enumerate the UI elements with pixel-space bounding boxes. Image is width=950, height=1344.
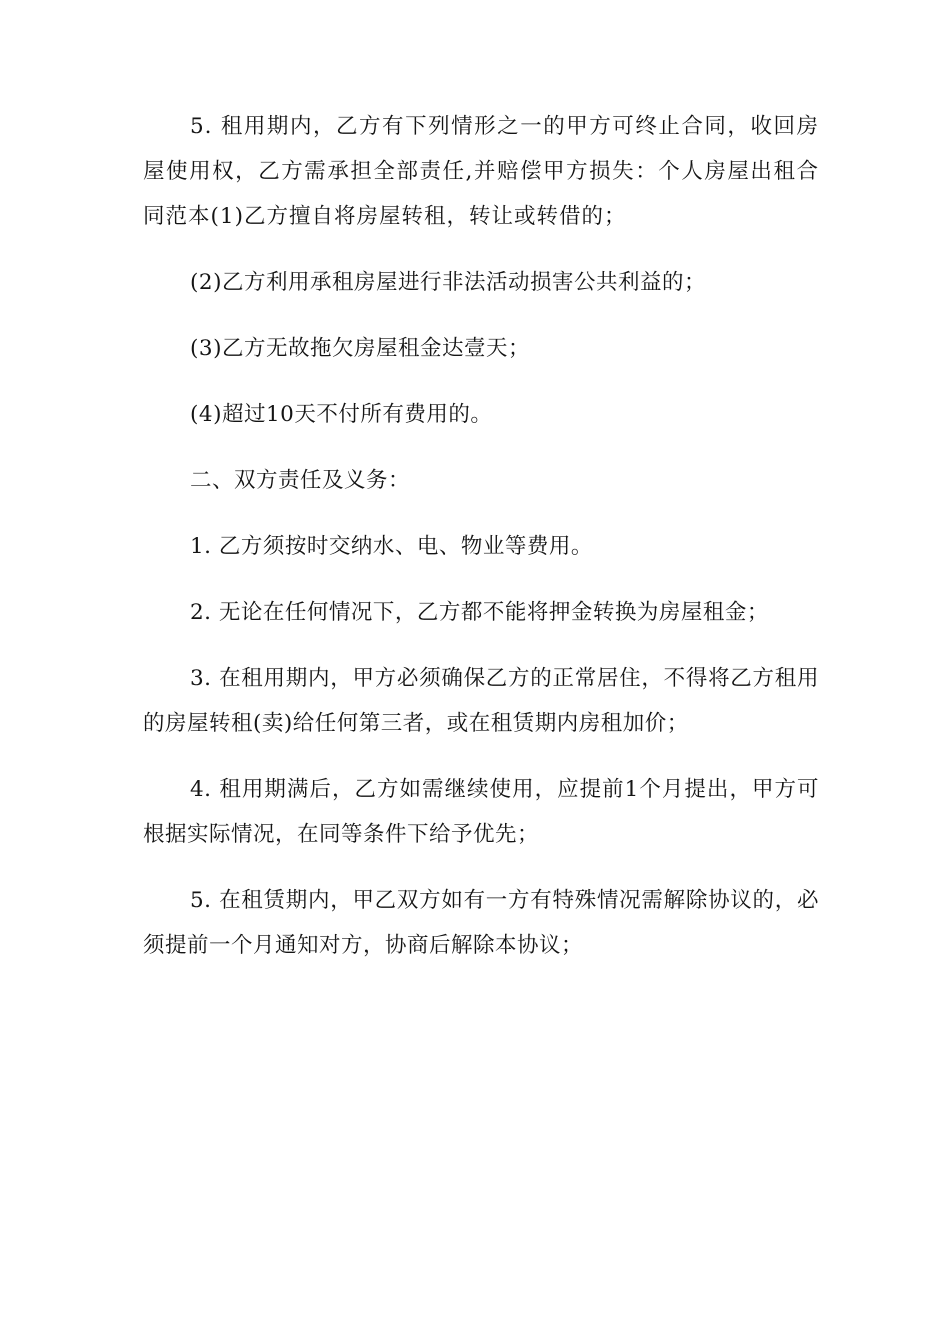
paragraph-termination-conditions: 5. 租用期内，乙方有下列情形之一的甲方可终止合同，收回房屋使用权，乙方需承担全部责任,并赔偿甲方损失：个人房屋出租合同范本(1)乙方擅自将房屋转租，转让或转借的； (143, 114, 819, 229)
paragraph-rent-arrears: (3)乙方无故拖欠房屋租金达壹天； (190, 336, 530, 361)
paragraph-utility-fees: 1. 乙方须按时交纳水、电、物业等费用。 (190, 534, 593, 559)
document-body (143, 104, 819, 989)
paragraph-illegal-activity: (2)乙方利用承租房屋进行非法活动损害公共利益的； (190, 270, 706, 295)
paragraph-deposit-rule: 2. 无论在任何情况下，乙方都不能将押金转换为房屋租金； (190, 600, 769, 625)
paragraph-unpaid-fees: (4)超过10天不付所有费用的。 (190, 402, 493, 427)
paragraph-early-termination: 5. 在租赁期内，甲乙双方如有一方有特殊情况需解除协议的，必须提前一个月通知对方，协商后解除本协议； (143, 888, 819, 958)
section-heading-responsibilities: 二、双方责任及义务： (190, 468, 411, 493)
paragraph-landlord-guarantee: 3. 在租用期内，甲方必须确保乙方的正常居住，不得将乙方租用的房屋转租(卖)给任何第三者，或在租赁期内房租加价； (143, 666, 819, 736)
paragraph-renewal-priority: 4. 租用期满后，乙方如需继续使用，应提前1个月提出，甲方可根据实际情况，在同等条件下给予优先； (143, 777, 819, 847)
